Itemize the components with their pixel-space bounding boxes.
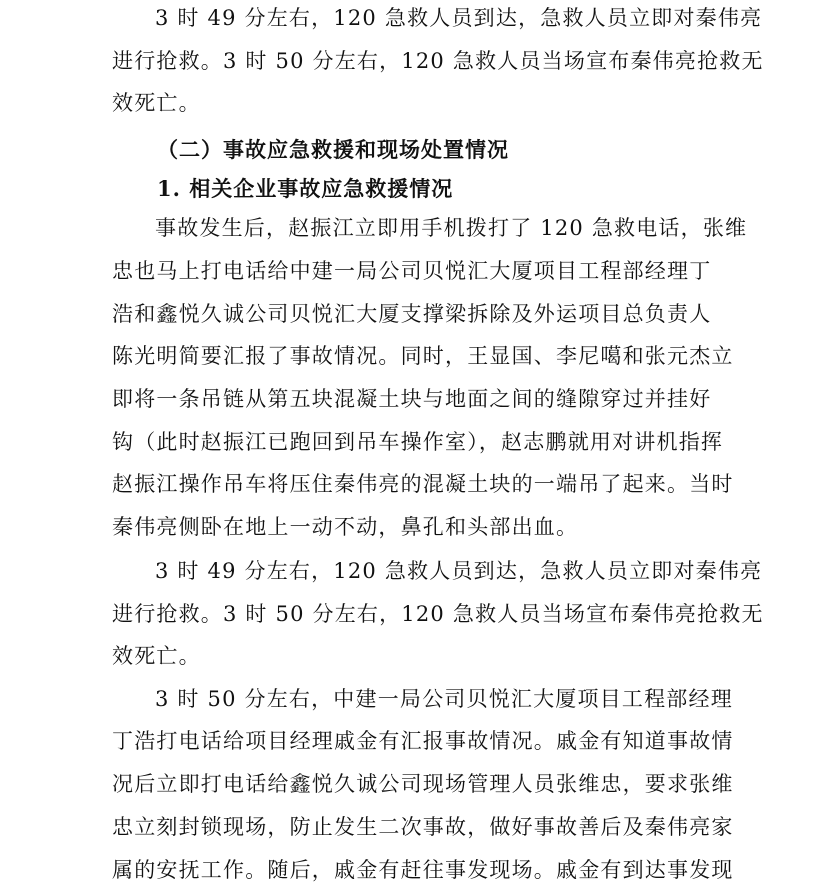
text-line: 丁浩打电话给项目经理戚金有汇报事故情况。戚金有知道事故情	[112, 729, 734, 753]
text-line: 进行抢救。3 时 50 分左右，120 急救人员当场宣布秦伟亮抢救无	[112, 49, 764, 73]
subsection-heading: 1. 相关企业事故应急救援情况	[157, 176, 454, 201]
text-line: 事故发生后，赵振江立即用手机拨打了 120 急救电话，张维	[155, 216, 748, 240]
section-heading: （二）事故应急救援和现场处置情况	[157, 137, 509, 162]
text-line: 效死亡。	[112, 644, 201, 668]
text-line: 3 时 50 分左右，中建一局公司贝悦汇大厦项目工程部经理	[155, 687, 733, 711]
text-line: 3 时 49 分左右，120 急救人员到达，急救人员立即对秦伟亮	[155, 559, 763, 583]
text-line: 进行抢救。3 时 50 分左右，120 急救人员当场宣布秦伟亮抢救无	[112, 602, 764, 626]
text-line: 忠也马上打电话给中建一局公司贝悦汇大厦项目工程部经理丁	[112, 259, 712, 283]
text-line: 属的安抚工作。随后，戚金有赶往事发现场。戚金有到达事发现	[112, 858, 734, 882]
text-line: 赵振江操作吊车将压住秦伟亮的混凝土块的一端吊了起来。当时	[112, 472, 734, 496]
text-line: 浩和鑫悦久诚公司贝悦汇大厦支撑梁拆除及外运项目总负责人	[112, 302, 712, 326]
text-line: 忠立刻封锁现场，防止发生二次事故，做好事故善后及秦伟亮家	[112, 815, 734, 839]
text-line: 秦伟亮侧卧在地上一动不动，鼻孔和头部出血。	[112, 515, 579, 539]
text-line: 况后立即打电话给鑫悦久诚公司现场管理人员张维忠，要求张维	[112, 772, 734, 796]
text-line: 钩（此时赵振江已跑回到吊车操作室），赵志鹏就用对讲机指挥	[112, 430, 724, 454]
text-line: 陈光明简要汇报了事故情况。同时，王显国、李尼噶和张元杰立	[112, 344, 734, 368]
text-line: 3 时 49 分左右，120 急救人员到达，急救人员立即对秦伟亮	[155, 6, 763, 30]
text-line: 即将一条吊链从第五块混凝土块与地面之间的缝隙穿过并挂好	[112, 387, 712, 411]
text-line: 效死亡。	[112, 91, 201, 115]
